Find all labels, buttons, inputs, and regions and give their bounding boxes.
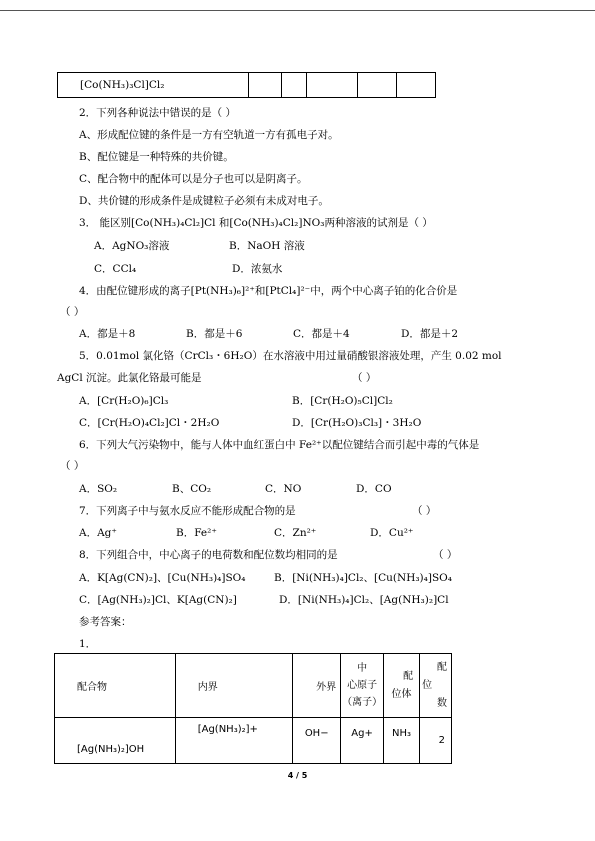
q3-option-d: D．浓氨水: [232, 263, 283, 275]
q4-option-c: C．都是＋4: [293, 328, 350, 340]
cell-empty-1: [249, 73, 281, 98]
q6-option-a: A．SO₂: [79, 483, 118, 495]
header-center-ion-line2: 心原子: [347, 680, 378, 691]
page-top-rule: [0, 10, 595, 11]
q3-option-a: A．AgNO₃溶液: [94, 240, 170, 252]
q6-answer-paren: （ ）: [60, 460, 85, 472]
header-ligand: [384, 654, 420, 718]
cell-empty-2: [281, 73, 307, 98]
q6-option-c: C．NO: [265, 483, 302, 495]
q5-option-c: C．[Cr(H₂O)₄Cl₂]Cl・2H₂O: [79, 417, 220, 429]
q8-option-a: A．K[Ag(CN)₂]、[Cu(NH₃)₄]SO₄: [79, 572, 246, 584]
cell-inner-sphere: [Ag(NH₃)₂]+: [175, 718, 293, 764]
header-outer-sphere: 外界: [293, 654, 341, 718]
q4-option-a: A．都是＋8: [79, 328, 136, 340]
header-compound: 配合物: [55, 654, 176, 718]
q3-option-b: B．NaOH 溶液: [229, 240, 305, 252]
page-number: 4 / 5: [287, 771, 308, 780]
header-cn-line1: 配: [437, 661, 447, 673]
cell-coordination-number: 2: [420, 718, 452, 764]
q5-option-d: D．[Cr(H₂O)₃Cl₃]・3H₂O: [292, 417, 422, 429]
q8-answer-paren: （ ）: [433, 549, 458, 561]
top-table-fragment: [57, 72, 436, 98]
q4-stem: 4．由配位键形成的离子[Pt(NH₃)₆]²⁺和[PtCl₄]²⁻中，两个中心离子铂的化合价是: [79, 285, 458, 297]
cell-center-ion: Ag+: [341, 718, 384, 764]
q6-option-d: D．CO: [356, 483, 392, 495]
q8-option-d: D．[Ni(NH₃)₄]Cl₂、[Ag(NH₃)₂]Cl: [279, 594, 449, 606]
answer-item-1: 1．: [79, 638, 97, 650]
q4-option-d: D．都是＋2: [401, 328, 459, 340]
header-coordination-number: [420, 654, 452, 718]
q6-stem: 6．下列大气污染物中，能与人体中血红蛋白中 Fe²⁺以配位键结合而引起中毒的气体是: [79, 439, 480, 451]
q5-stem-line2: AgCl 沉淀。此氯化铬最可能是: [57, 372, 202, 384]
q3-option-c: C．CCl₄: [94, 263, 137, 275]
cell-ligand: NH₃: [384, 718, 420, 764]
q8-stem: 8．下列组合中，中心离子的电荷数和配位数均相同的是: [79, 549, 338, 561]
header-inner-sphere: 内界: [175, 654, 293, 718]
q4-answer-paren: （ ）: [60, 306, 85, 318]
cell-empty-5: [396, 73, 435, 98]
q6-option-b: B、CO₂: [172, 483, 212, 495]
q2-option-b: B、配位键是一种特殊的共价键。: [79, 151, 234, 163]
q2-option-d: D、共价键的形成条件是成键粒子必须有未成对电子。: [79, 195, 329, 207]
header-center-ion: [341, 654, 384, 718]
q2-stem: 2．下列各种说法中错误的是（ ）: [79, 107, 237, 119]
q7-option-d: D．Cu²⁺: [370, 527, 414, 539]
q8-option-c: C．[Ag(NH₃)₂]Cl、K[Ag(CN)₂]: [79, 594, 237, 606]
header-ligand-line2: 位体: [391, 688, 412, 700]
q7-option-c: C．Zn²⁺: [274, 527, 317, 539]
q7-stem: 7．下列离子中与氨水反应不能形成配合物的是: [79, 505, 296, 517]
q5-stem: 5．0.01mol 氯化铬（CrCl₃・6H₂O）在水溶液中用过量硝酸银溶液处理，产生 0.02 mol: [79, 350, 502, 362]
header-cn-line2: 位: [422, 679, 433, 691]
header-ligand-line1: 配: [403, 670, 414, 682]
q2-option-a: A、形成配位键的条件是一方有空轨道一方有孤电子对。: [79, 129, 339, 141]
q5-option-a: A．[Cr(H₂O)₆]Cl₃: [79, 395, 169, 407]
cell-outer-sphere: OH−: [293, 718, 341, 764]
q7-answer-paren: （ ）: [412, 505, 437, 517]
q8-option-b: B．[Ni(NH₃)₄]Cl₂、[Cu(NH₃)₄]SO₄: [274, 572, 452, 584]
header-center-ion-line3: （离子）: [342, 697, 383, 708]
header-cn-line3: 数: [437, 697, 447, 709]
cell-empty-4: [358, 73, 397, 98]
cell-compound: [Ag(NH₃)₂]OH: [55, 718, 176, 764]
q2-option-c: C、配合物中的配体可以是分子也可以是阴离子。: [79, 173, 308, 185]
answer-table: [54, 653, 452, 764]
cell-empty-3: [307, 73, 358, 98]
answers-heading: 参考答案：: [79, 616, 132, 628]
q5-option-b: B．[Cr(H₂O)₅Cl]Cl₂: [292, 395, 393, 407]
q7-option-b: B．Fe²⁺: [176, 527, 217, 539]
q4-option-b: B．都是＋6: [186, 328, 243, 340]
q7-option-a: A．Ag⁺: [79, 527, 117, 539]
q3-stem: 3． 能区别[Co(NH₃)₄Cl₂]Cl 和[Co(NH₃)₄Cl₂]NO₃两种溶液的试剂是（ ）: [79, 217, 433, 229]
header-center-ion-line1: 中: [357, 663, 368, 674]
cell-formula: [Co(NH₃)₃Cl]Cl₂: [58, 73, 249, 98]
q5-answer-paren: （ ）: [352, 372, 377, 384]
